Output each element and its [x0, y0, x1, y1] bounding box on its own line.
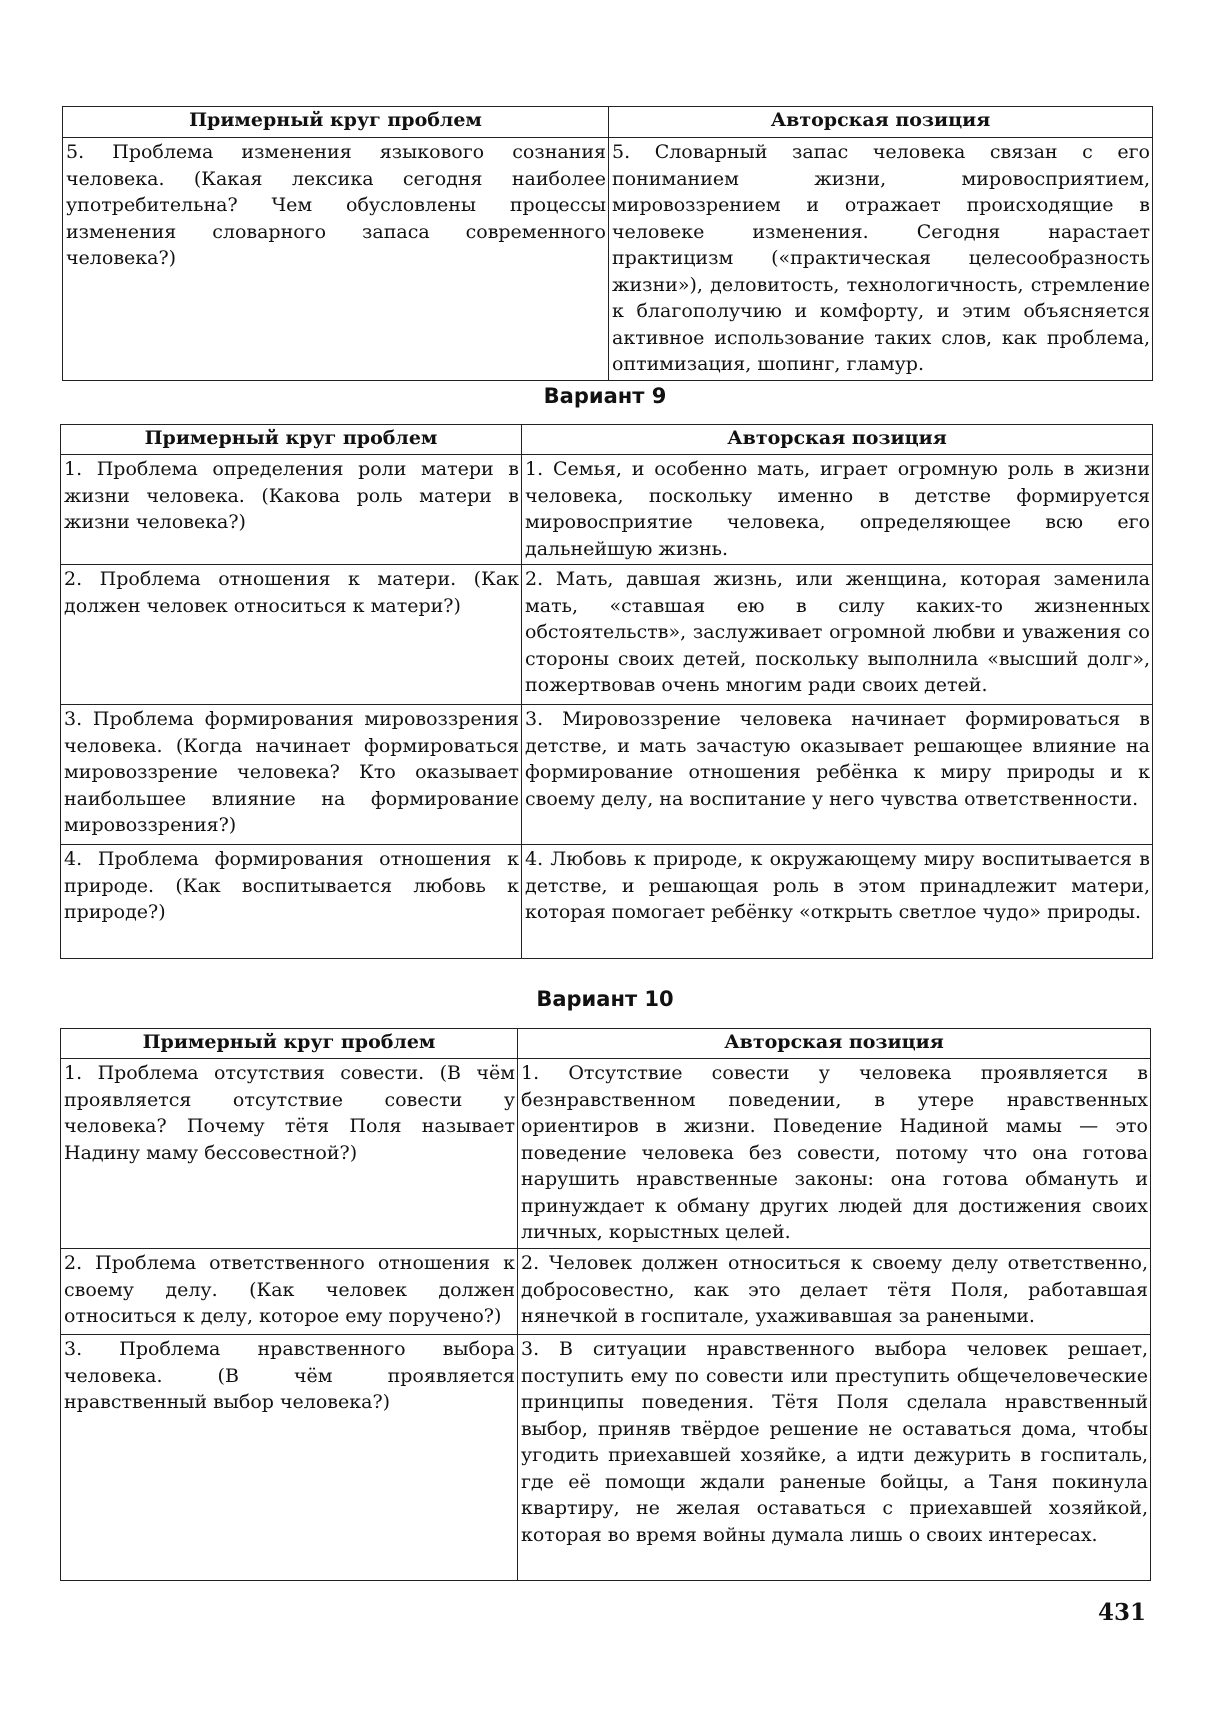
position-cell: 5. Словарный запас человека связан с его пониманием жизни, мировосприятием, мировоззрением и отражает происходящие в человеке изменения. Сегодня нарастает практицизм («практическая целесообразность жизни»), деловитость, технологичность, стремление к благополучию и комфорту, и этим объясняется активное использование таких слов, как проблема, оптимизация, шопинг, гламур. — [609, 138, 1153, 381]
table-row — [61, 1059, 1151, 1249]
table-row — [61, 845, 1153, 959]
problem-cell: 4. Проблема формирования отношения к природе. (Как воспитывается любовь к природе?) — [61, 845, 522, 959]
page-number: 431 — [1097, 1599, 1146, 1626]
position-cell: 3. В ситуации нравственного выбора человек решает, поступить ему по совести или преступить общечеловеческие принципы поведения. Тётя Поля сделала нравственный выбор, приняв твёрдое решение не оставаться дома, чтобы угодить приехавшей хозяйке, а идти дежурить в госпиталь, где её помощи ждали раненые бойцы, а Таня покинула квартиру, не желая оставаться с приехавшей хозяйкой, которая во время войны думала лишь о своих интересах. — [518, 1335, 1151, 1581]
problem-cell: 2. Проблема ответственного отношения к своему делу. (Как человек должен относиться к делу, которое ему поручено?) — [61, 1249, 518, 1335]
header-position: Авторская позиция — [518, 1029, 1151, 1059]
problem-cell: 1. Проблема определения роли матери в жизни человека. (Какова роль матери в жизни человека?) — [61, 455, 522, 565]
header-problems: Примерный круг проблем — [61, 425, 522, 455]
position-cell: 1. Отсутствие совести у человека проявляется в безнравственном поведении, в утере нравственных ориентиров в жизни. Поведение Надиной мамы — это поведение человека без совести, потому что она готова нарушить нравственные законы: она готова обмануть и принуждает к обману других людей для достижения своих личных, корыстных целей. — [518, 1059, 1151, 1249]
header-position: Авторская позиция — [609, 107, 1153, 138]
table-row — [61, 1335, 1151, 1581]
position-cell: 3. Мировоззрение человека начинает формироваться в детстве, и мать зачастую оказывает решающее влияние на формирование отношения ребёнка к миру природы и к своему делу, на воспитание у него чувства ответственности. — [522, 705, 1153, 845]
table-header-row — [61, 1029, 1151, 1059]
table-row — [61, 1249, 1151, 1335]
table-variant10 — [60, 1028, 1151, 1581]
table-header-row — [63, 107, 1153, 138]
header-problems: Примерный круг проблем — [61, 1029, 518, 1059]
table-row — [63, 138, 1153, 381]
table-variant9 — [60, 424, 1153, 959]
problem-cell: 2. Проблема отношения к матери. (Как должен человек относиться к матери?) — [61, 565, 522, 705]
table-row — [61, 455, 1153, 565]
position-cell: 1. Семья, и особенно мать, играет огромную роль в жизни человека, поскольку именно в детстве формируется мировосприятие человека, определяющее всю его дальнейшую жизнь. — [522, 455, 1153, 565]
variant10-title: Вариант 10 — [536, 987, 674, 1011]
problem-cell: 3. Проблема нравственного выбора человека. (В чём проявляется нравственный выбор человека?) — [61, 1335, 518, 1581]
position-cell: 2. Человек должен относиться к своему делу ответственно, добросовестно, как это делает тётя Поля, работавшая нянечкой в госпитале, ухаживавшая за ранеными. — [518, 1249, 1151, 1335]
position-cell: 2. Мать, давшая жизнь, или женщина, которая заменила мать, «ставшая ею в силу каких-то жизненных обстоятельств», заслуживает огромной любви и уважения со стороны своих детей, поскольку выполнила «высший долг», пожертвовав очень многим ради своих детей. — [522, 565, 1153, 705]
header-position: Авторская позиция — [522, 425, 1153, 455]
position-cell: 4. Любовь к природе, к окружающему миру воспитывается в детстве, и решающая роль в этом принадлежит матери, которая помогает ребёнку «открыть светлое чудо» природы. — [522, 845, 1153, 959]
variant9-title: Вариант 9 — [543, 384, 667, 408]
problem-cell: 5. Проблема изменения языкового сознания человека. (Какая лексика сегодня наиболее употребительна? Чем обусловлены процессы изменения словарного запаса современного человека?) — [63, 138, 609, 381]
problem-cell: 3. Проблема формирования мировоззрения человека. (Когда начинает формироваться мировоззрение человека? Кто оказывает наибольшее влияние на формирование мировоззрения?) — [61, 705, 522, 845]
header-problems: Примерный круг проблем — [63, 107, 609, 138]
table-row — [61, 565, 1153, 705]
problem-cell: 1. Проблема отсутствия совести. (В чём проявляется отсутствие совести у человека? Почему тётя Поля называет Надину маму бессовестной?) — [61, 1059, 518, 1249]
table-top — [62, 106, 1153, 381]
table-header-row — [61, 425, 1153, 455]
table-row — [61, 705, 1153, 845]
